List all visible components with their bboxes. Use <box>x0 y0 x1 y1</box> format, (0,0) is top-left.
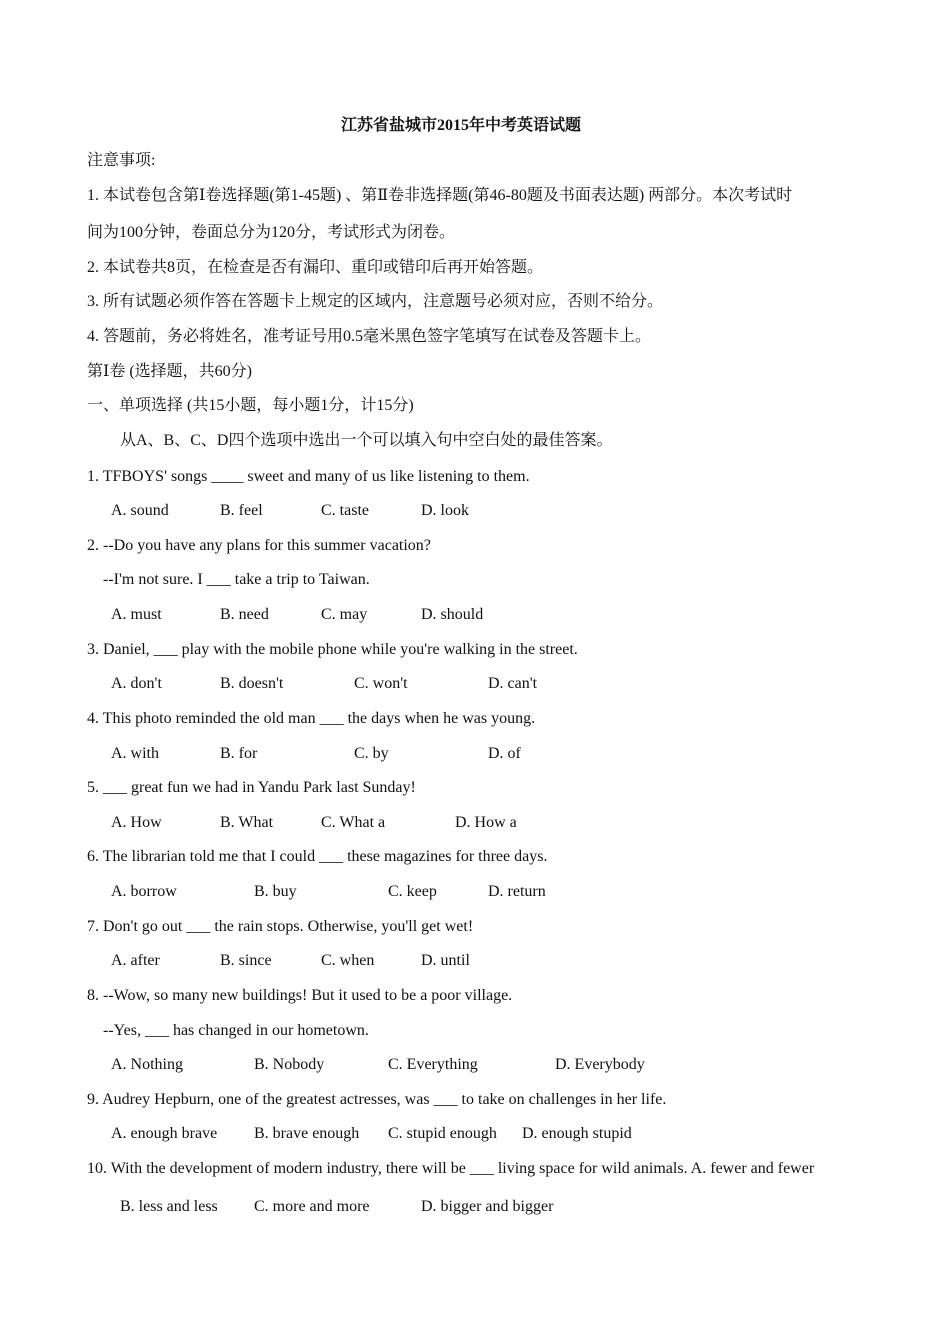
question-6-option-a: A. borrow <box>111 883 177 900</box>
question-2-option-b: B. need <box>220 606 269 623</box>
question-7-option-a: A. after <box>111 952 160 969</box>
question-3-option-a: A. don't <box>111 675 162 692</box>
question-7-option-b: B. since <box>220 952 272 969</box>
section-instruction: 从A、B、C、D四个选项中选出一个可以填入句中空白处的最佳答案。 <box>120 432 613 449</box>
page-title: 江苏省盐城市2015年中考英语试题 <box>340 117 581 134</box>
question-3-stem: 3. Daniel, ___ play with the mobile phone while you're walking in the street. <box>87 641 578 658</box>
question-9-option-a: A. enough brave <box>111 1125 218 1142</box>
question-5-option-b: B. What <box>220 814 274 831</box>
question-4-option-a: A. with <box>111 745 159 762</box>
question-8-stem: 8. --Wow, so many new buildings! But it used to be a poor village. <box>87 987 513 1004</box>
question-4-stem: 4. This photo reminded the old man ___ the days when he was young. <box>87 710 536 727</box>
question-9-stem: 9. Audrey Hepburn, one of the greatest actresses, was ___ to take on challenges in her life. <box>87 1091 667 1108</box>
question-4-option-d: D. of <box>488 745 521 762</box>
question-2-option-d: D. should <box>421 606 484 623</box>
notice-item-1-cont: 间为100分钟，卷面总分为120分，考试形式为闭卷。 <box>87 224 456 241</box>
question-5-option-d: D. How a <box>455 814 517 831</box>
question-1-option-c: C. taste <box>321 502 369 519</box>
notice-item-2: 2. 本试卷共8页，在检查是否有漏印、重印或错印后再开始答题。 <box>87 259 544 276</box>
notice-item-4: 4. 答题前，务必将姓名，准考证号用0.5毫米黑色签字笔填写在试卷及答题卡上。 <box>87 328 652 345</box>
question-7-stem: 7. Don't go out ___ the rain stops. Otherwise, you'll get wet! <box>87 918 474 935</box>
question-8-option-c: C. Everything <box>388 1056 478 1073</box>
question-3-option-d: D. can't <box>488 675 538 692</box>
question-7-option-d: D. until <box>421 952 470 969</box>
question-5-stem: 5. ___ great fun we had in Yandu Park last Sunday! <box>87 779 416 796</box>
question-1-option-a: A. sound <box>111 502 169 519</box>
part-heading: 第Ⅰ卷 (选择题，共60分) <box>87 363 252 380</box>
question-4-option-b: B. for <box>220 745 258 762</box>
question-8-stem-reply: --Yes, ___ has changed in our hometown. <box>103 1022 369 1039</box>
notice-item-1: 1. 本试卷包含第Ⅰ卷选择题(第1-45题) 、第Ⅱ卷非选择题(第46-80题及书面表达题) 两部分。本次考试时 <box>87 187 793 204</box>
question-9-option-b: B. brave enough <box>254 1125 360 1142</box>
question-5-option-c: C. What a <box>321 814 386 831</box>
notice-item-3: 3. 所有试题必须作答在答题卡上规定的区域内，注意题号必须对应，否则不给分。 <box>87 293 664 310</box>
question-2-stem-reply: --I'm not sure. I ___ take a trip to Taiwan. <box>103 571 370 588</box>
question-8-option-d: D. Everybody <box>555 1056 645 1073</box>
question-1-option-b: B. feel <box>220 502 263 519</box>
question-8-option-a: A. Nothing <box>111 1056 183 1073</box>
question-10-stem: 10. With the development of modern industry, there will be ___ living space for wild animals. A. fewer and fewer <box>87 1160 815 1177</box>
question-8-option-b: B. Nobody <box>254 1056 325 1073</box>
question-2-option-c: C. may <box>321 606 368 623</box>
question-6-option-d: D. return <box>488 883 546 900</box>
question-10-option-c: C. more and more <box>254 1198 370 1215</box>
question-3-option-b: B. doesn't <box>220 675 284 692</box>
question-6-stem: 6. The librarian told me that I could ___ these magazines for three days. <box>87 848 548 865</box>
question-2-stem: 2. --Do you have any plans for this summer vacation? <box>87 537 431 554</box>
section-heading: 一、单项选择 (共15小题，每小题1分，计15分) <box>87 397 414 414</box>
question-6-option-b: B. buy <box>254 883 297 900</box>
question-3-option-c: C. won't <box>354 675 408 692</box>
question-4-option-c: C. by <box>354 745 389 762</box>
question-7-option-c: C. when <box>321 952 375 969</box>
question-9-option-d: D. enough stupid <box>522 1125 632 1142</box>
question-6-option-c: C. keep <box>388 883 437 900</box>
question-1-stem: 1. TFBOYS' songs ____ sweet and many of us like listening to them. <box>87 468 530 485</box>
question-1-option-d: D. look <box>421 502 469 519</box>
question-5-option-a: A. How <box>111 814 162 831</box>
question-2-option-a: A. must <box>111 606 162 623</box>
notice-heading: 注意事项: <box>87 152 156 169</box>
question-10-option-b: B. less and less <box>120 1198 218 1215</box>
question-10-option-d: D. bigger and bigger <box>421 1198 554 1215</box>
question-9-option-c: C. stupid enough <box>388 1125 497 1142</box>
